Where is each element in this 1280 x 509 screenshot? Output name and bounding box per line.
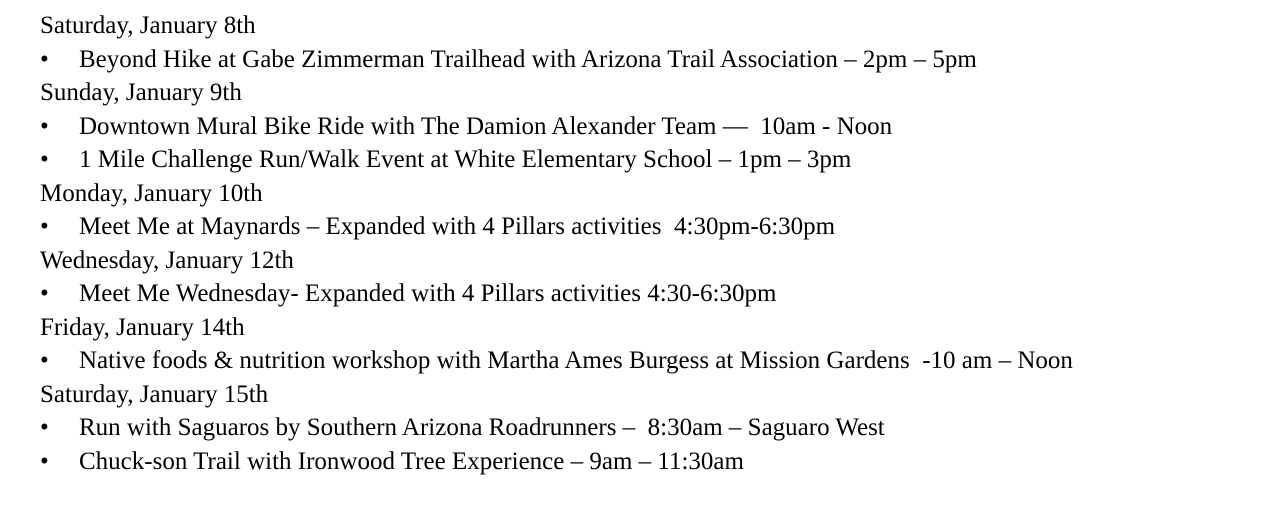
list-item — [40, 110, 1280, 144]
day-heading: Sunday, January 9th — [40, 79, 242, 106]
list-item — [40, 143, 1280, 177]
event-text: Run with Saguaros by Southern Arizona Roadrunners – 8:30am – Saguaro West — [79, 414, 885, 441]
bullet-icon: • — [40, 280, 49, 307]
event-text: Meet Me at Maynards – Expanded with 4 Pillars activities 4:30pm-6:30pm — [79, 213, 836, 240]
day-heading: Monday, January 10th — [40, 179, 263, 207]
day-heading: Saturday, January 8th — [40, 12, 256, 39]
list-item — [40, 277, 1280, 311]
event-text: Meet Me Wednesday- Expanded with 4 Pillars activities 4:30-6:30pm — [79, 280, 777, 307]
list-item — [40, 210, 1280, 244]
list-item — [40, 411, 1280, 445]
day-heading: Wednesday, January 12th — [40, 246, 294, 274]
bullet-icon: • — [40, 447, 49, 475]
event-text: Downtown Mural Bike Ride with The Damion Alexander Team — 10am - Noon — [79, 112, 893, 140]
bullet-icon: • — [40, 45, 49, 73]
day-heading: Friday, January 14th — [40, 313, 245, 341]
list-item — [40, 445, 1280, 479]
bullet-icon: • — [40, 112, 49, 140]
bullet-icon: • — [40, 213, 49, 240]
bullet-icon: • — [40, 347, 49, 374]
event-text: Beyond Hike at Gabe Zimmerman Trailhead with Arizona Trail Association – 2pm – 5pm — [79, 45, 977, 73]
event-text: Native foods & nutrition workshop with Martha Ames Burgess at Mission Gardens -10 am – Noon — [79, 347, 1073, 374]
bullet-icon: • — [40, 146, 49, 173]
event-text: Chuck-son Trail with Ironwood Tree Experience – 9am – 11:30am — [79, 447, 744, 475]
list-item — [40, 43, 1280, 77]
day-heading: Saturday, January 15th — [40, 380, 269, 408]
event-text: 1 Mile Challenge Run/Walk Event at White Elementary School – 1pm – 3pm — [79, 146, 852, 173]
list-item — [40, 344, 1280, 378]
bullet-icon: • — [40, 414, 49, 441]
